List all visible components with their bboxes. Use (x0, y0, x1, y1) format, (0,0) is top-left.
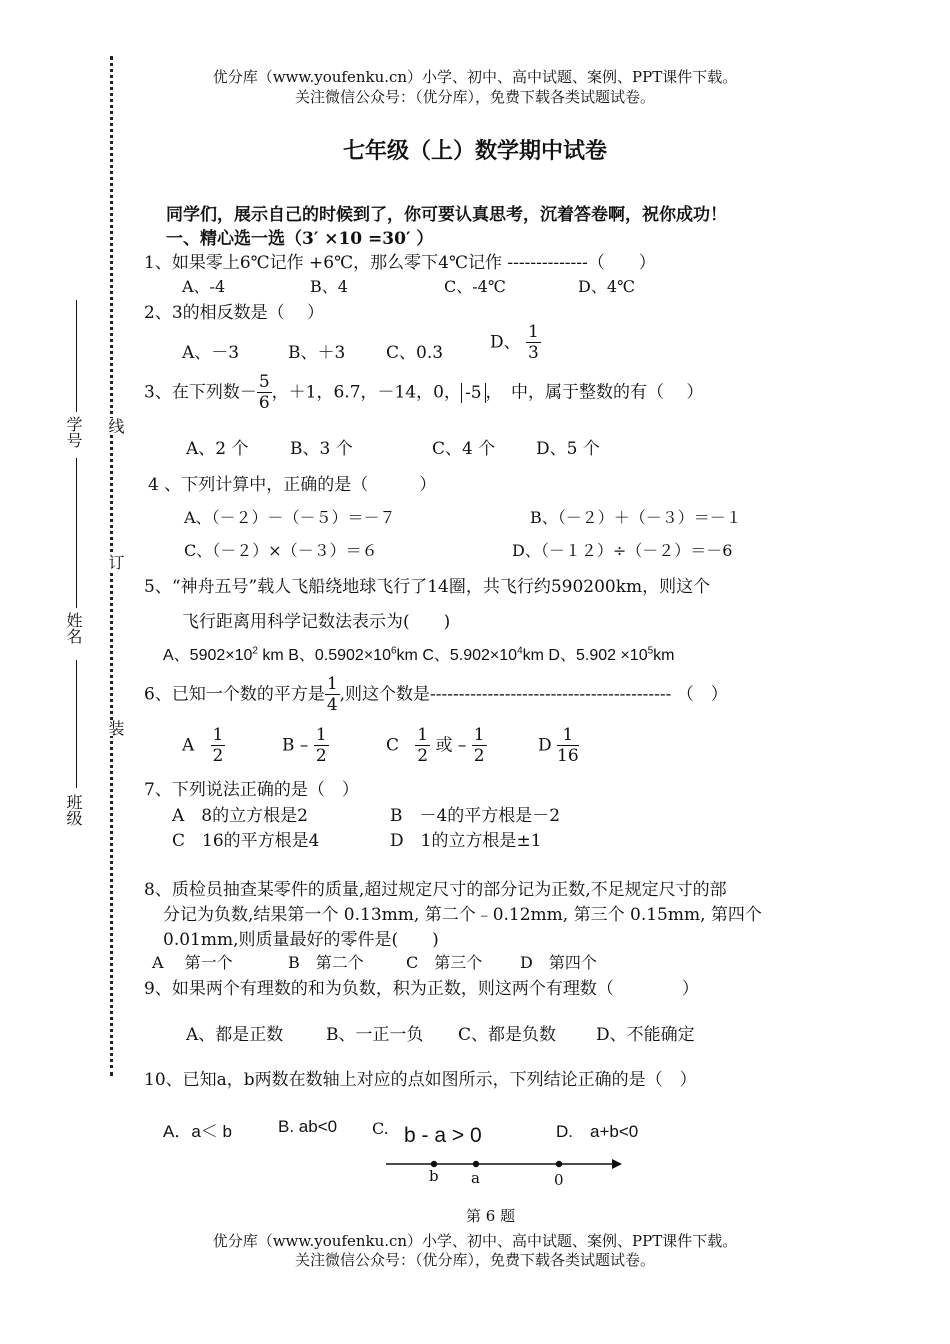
q2-option-a: A、－3 (182, 343, 240, 363)
q3-fraction-num: 5 (258, 372, 270, 392)
q6-b-fraction (314, 727, 329, 765)
q10-option-c-expression: b - a > 0 (404, 1124, 482, 1147)
q2-fraction-one-third (526, 324, 541, 362)
q5-option-c (422, 647, 544, 664)
q9-option-a: A、都是正数 (186, 1025, 284, 1045)
q10-option-c: C. (372, 1119, 389, 1138)
q6-b-den: 2 (315, 746, 327, 766)
q5-d-base: D、5.902 ×10 (548, 647, 648, 664)
q5-c-base: C、5.902×10 (422, 647, 518, 664)
q2-fraction-num: 1 (528, 322, 539, 342)
zhuang-label: 装 (106, 720, 125, 736)
q5-d-unit: km (653, 647, 675, 664)
q3-abs-content: -5 (464, 382, 482, 403)
q6-b-label: B – (282, 735, 309, 756)
q5-c-exp: 4 (517, 645, 523, 657)
number-line-arrow (612, 1159, 622, 1169)
q6-c-fraction-2 (472, 727, 487, 765)
q6-c-or: 或 – (435, 735, 467, 756)
q6-fraction-num: 1 (326, 674, 338, 694)
q7-option-c: C 16的平方根是4 (172, 831, 320, 851)
q1-stem: 1、如果零上6℃记作 +6℃，那么零下4℃记作 --------------（ ） (144, 253, 656, 273)
q5-a-unit: km (257, 647, 284, 664)
q5-b-unit: km (396, 647, 418, 664)
q6-b-num: 1 (315, 725, 327, 745)
xingming-underline (76, 458, 77, 608)
q6-c-den-2: 2 (473, 746, 485, 766)
q2-fraction-den: 3 (528, 343, 539, 363)
q8-option-b: B 第二个 (288, 953, 364, 972)
xuehao-label: 学号 (64, 416, 83, 448)
q6-fraction-one-quarter (325, 676, 340, 714)
q5-line-2: 飞行距离用科学记数法表示为( ) (182, 612, 451, 632)
q6-c-num-2: 1 (473, 725, 485, 745)
q6-a-fraction (211, 727, 226, 765)
q8-line-3: 0.01mm,则质量最好的零件是( ) (163, 930, 439, 950)
banji-underline (76, 660, 77, 788)
q2-option-d-label: D、 (490, 332, 521, 353)
section-heading: 一、精心选一选（3′ ×10 =30′ ） (166, 229, 434, 249)
q6-option-d (538, 727, 579, 765)
banji-label: 班级 (64, 794, 83, 826)
footer-line-1: 优分库（www.youfenku.cn）小学、初中、高中试题、案例、PPT课件下载。 (212, 1232, 738, 1250)
q5-c-unit: km (522, 647, 544, 664)
q3-abs-value (461, 383, 486, 403)
q6-d-den: 16 (557, 746, 579, 766)
q5-b-exp: 6 (390, 645, 397, 657)
q9-option-b: B、一正一负 (326, 1025, 424, 1045)
q6-a-num: 1 (212, 725, 224, 745)
q4-option-c: C、（－２）×（－３）＝６ (184, 541, 378, 560)
q3-option-d: D、5 个 (536, 439, 600, 459)
q5-a-base: A、5902×10 (163, 647, 253, 664)
q6-d-label: D (538, 735, 552, 756)
q6-c-den-1: 2 (417, 746, 429, 766)
q3-option-a: A、2 个 (186, 439, 249, 459)
q2-option-c: C、0.3 (386, 343, 444, 363)
q6-d-fraction (557, 727, 579, 765)
q6-stem-pre: 6、已知一个数的平方是 (144, 684, 325, 705)
q8-option-a: A 第一个 (152, 953, 233, 972)
label-b: b (429, 1167, 439, 1185)
q7-option-d: D 1的立方根是±1 (390, 831, 542, 851)
q8-option-d: D 第四个 (520, 953, 597, 972)
q8-line-2: 分记为负数,结果第一个 0.13mm, 第二个﹣0.12mm, 第三个 0.15mm, 第四个 (163, 905, 762, 925)
label-a: a (471, 1169, 480, 1187)
footer-line-2: 关注微信公众号：（优分库），免费下载各类试题试卷。 (294, 1251, 655, 1269)
q4-option-d: D、（－１２）÷（－２）＝－6 (512, 541, 733, 560)
q10-option-a: A．a＜ b (163, 1122, 232, 1141)
q3-stem-post: ， 中，属于整数的有（ ） (485, 382, 704, 403)
q5-b-base: B、0.5902×10 (288, 647, 391, 664)
q10-option-d: D. a+b<0 (556, 1122, 639, 1141)
q6-stem (144, 676, 728, 714)
q5-a-exp: 2 (252, 645, 258, 657)
q3-fraction-den: 6 (258, 393, 270, 413)
q7-option-b: B －4的平方根是－2 (390, 806, 561, 826)
q10-stem: 10、已知a，b两数在数轴上对应的点如图所示，下列结论正确的是（ ） (144, 1070, 697, 1090)
q6-option-b (282, 727, 329, 765)
q5-option-d (548, 647, 674, 664)
q3-option-c: C、4 个 (432, 439, 496, 459)
q6-a-label: A (182, 735, 195, 756)
xuehao-underline (76, 300, 77, 412)
q6-c-num-1: 1 (417, 725, 429, 745)
q4-option-a: A、（－２）－（－５）＝－７ (184, 508, 396, 527)
q9-stem: 9、如果两个有理数的和为负数，积为正数，则这两个有理数（ ） (144, 979, 699, 999)
q1-option-a: A、-4 (182, 277, 226, 296)
label-zero: 0 (554, 1171, 564, 1189)
q9-option-d: D、不能确定 (596, 1025, 695, 1045)
q6-option-c (386, 727, 487, 765)
q1-option-b: B、4 (310, 277, 348, 296)
header-line-1: 优分库（www.youfenku.cn）小学、初中、高中试题、案例、PPT课件下载。 (212, 68, 738, 86)
q10-option-b: B. ab<0 (278, 1117, 338, 1136)
q3-fraction-five-sixths (257, 374, 272, 412)
q8-option-c: C 第三个 (406, 953, 483, 972)
q6-a-den: 2 (212, 746, 224, 766)
q5-line-1: 5、“神舟五号”载人飞船绕地球飞行了14圈，共飞行约590200km，则这个 (144, 577, 711, 597)
q3-stem (144, 374, 703, 412)
q3-stem-mid: ，＋1，6.7，－14，0， (271, 382, 461, 403)
intro-text: 同学们，展示自己的时候到了，你可要认真思考，沉着答卷啊，祝你成功！ (166, 205, 727, 225)
number-line (380, 1150, 630, 1190)
q5-options (163, 642, 675, 665)
point-a (473, 1161, 479, 1167)
header-line-2: 关注微信公众号：（优分库），免费下载各类试题试卷。 (294, 88, 655, 106)
q5-d-exp: 5 (647, 645, 654, 657)
figure-caption: 第 6 题 (466, 1207, 516, 1225)
q9-option-c: C、都是负数 (458, 1025, 557, 1045)
q7-option-a: A 8的立方根是2 (172, 806, 308, 826)
q1-option-d: D、4℃ (578, 277, 635, 296)
q2-option-d (490, 324, 541, 362)
q6-stem-post: ,则这个数是------------------------------------------ （ ） (339, 684, 728, 705)
q7-stem: 7、下列说法正确的是（ ） (144, 780, 359, 800)
ding-label: 订 (106, 554, 125, 570)
q2-stem: 2、3的相反数是（ ） (144, 303, 325, 323)
q8-line-1: 8、质检员抽查某零件的质量,超过规定尺寸的部分记为正数,不足规定尺寸的部 (144, 880, 727, 900)
xian-label: 线 (106, 418, 125, 434)
q3-stem-pre: 3、在下列数－ (144, 382, 257, 403)
q4-stem: 4 、下列计算中，正确的是（ ） (148, 475, 437, 495)
page-title: 七年级（上）数学期中试卷 (342, 138, 607, 164)
q6-option-a (182, 727, 225, 765)
q6-c-fraction-1 (415, 727, 430, 765)
q6-d-num: 1 (557, 727, 579, 746)
q6-fraction-den: 4 (326, 695, 338, 715)
q2-option-b: B、＋3 (288, 343, 346, 363)
q3-option-b: B、3 个 (290, 439, 353, 459)
q1-option-c: C、-4℃ (444, 277, 506, 296)
q4-option-b: B、（－２）＋（－３）＝－１ (530, 508, 742, 527)
xingming-label: 姓名 (64, 612, 83, 644)
q5-option-a (163, 647, 284, 664)
q5-option-b (288, 647, 418, 664)
q6-c-label: C (386, 735, 400, 756)
point-zero (556, 1161, 562, 1167)
